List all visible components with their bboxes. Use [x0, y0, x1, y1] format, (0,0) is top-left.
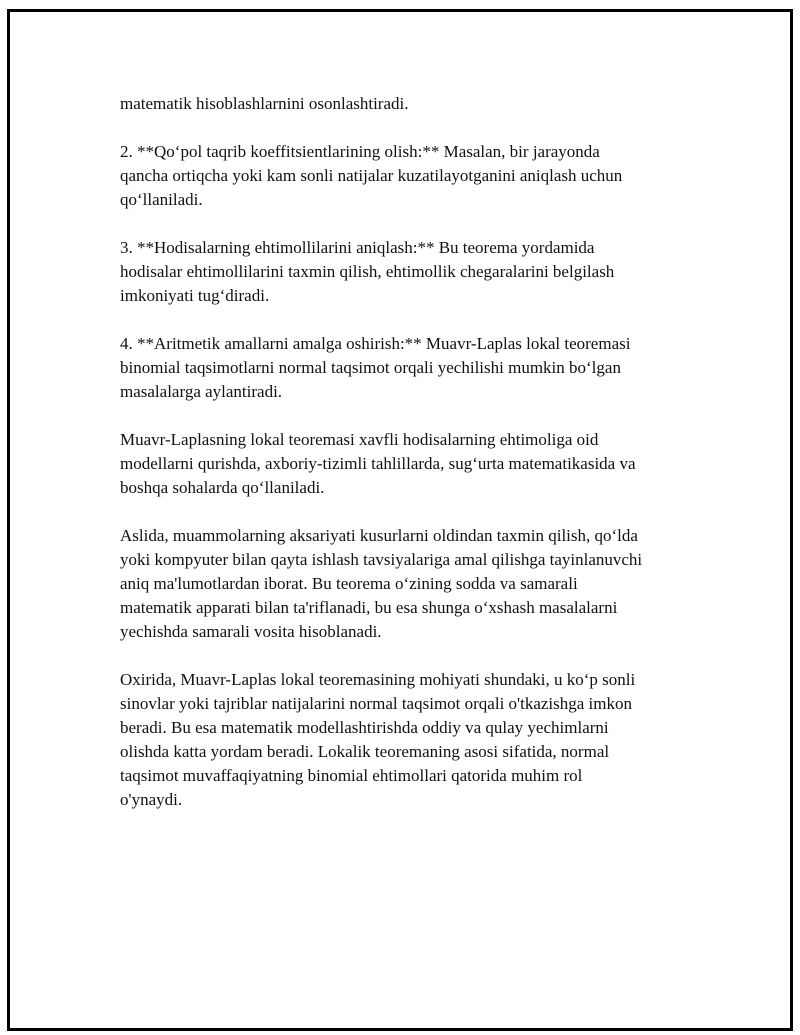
paragraph-continuation: matematik hisoblashlarnini osonlashtiradi. [120, 94, 409, 113]
paragraph-item-3: 3. **Hodisalarning ehtimollilarini aniqlash:** Bu teorema yordamida hodisalar ehtimollilarini taxmin qilish, ehtimollik chegaralarini belgilash imkoniyati tug‘diradi. [120, 238, 615, 305]
paragraph-item-2: 2. **Qo‘pol taqrib koeffitsientlarining olish:** Masalan, bir jarayonda qancha ortiqcha yoki kam sonli natijalar kuzatilayotganini aniqlash uchun qo‘llaniladi. [120, 142, 623, 209]
paragraph-conclusion: Oxirida, Muavr-Laplas lokal teoremasining mohiyati shundaki, u ko‘p sonli sinovlar yoki tajriblar natijalarini normal taqsimot orqali o'tkazishga imkon beradi. Bu esa matematik modellashtirishda oddiy va qulay yechimlarni olishda katta yordam beradi. Lokalik teoremaning asosi sifatida, normal taqsimot muvaffaqiyatning binomial ehtimollari qatorida muhim rol o'ynaydi. [120, 670, 636, 809]
document-page [7, 9, 793, 1031]
paragraph-applications: Muavr-Laplasning lokal teoremasi xavfli hodisalarning ehtimoliga oid modellarni qurishda, axboriy-tizimli tahlillarda, sug‘urta matematikasida va boshqa sohalarda qo‘llaniladi. [120, 430, 636, 497]
document-body [120, 92, 700, 836]
paragraph-summary: Aslida, muammolarning aksariyati kusurlarni oldindan taxmin qilish, qo‘lda yoki kompyuter bilan qayta ishlash tavsiyalariga amal qilishga tayinlanuvchi aniq ma'lumotlardan iborat. Bu teorema o‘zining sodda va samarali matematik apparati bilan ta'riflanadi, bu esa shunga o‘xshash masalalarni yechishda samarali vosita hisoblanadi. [120, 526, 643, 641]
paragraph-item-4: 4. **Aritmetik amallarni amalga oshirish:** Muavr-Laplas lokal teoremasi binomial taqsimotlarni normal taqsimot orqali yechilishi mumkin bo‘lgan masalalarga aylantiradi. [120, 334, 631, 401]
